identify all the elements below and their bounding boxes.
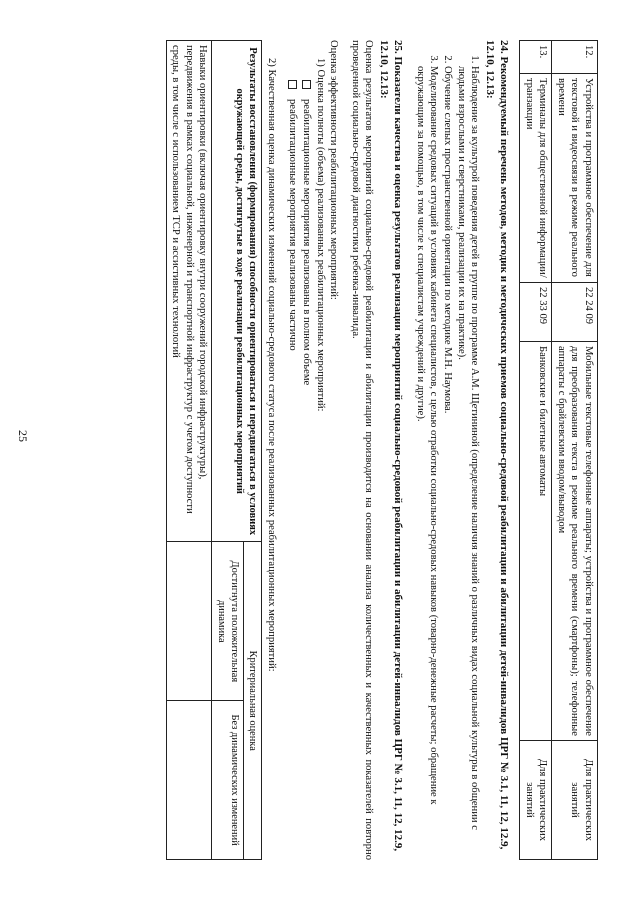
device-description: Банковские и билетные автоматы xyxy=(520,342,552,741)
list-item: 3. Моделирование средовых ситуаций в условиях кабинета специалистов, с целью отработки социально-средовых навыков (товарно-денежные расчеты; обращение к окружающим за помощью, в том числе к специалистам учреждений и другие). xyxy=(413,66,440,860)
rotated-content xyxy=(58,40,598,860)
result-cell-nochange xyxy=(166,701,212,860)
result-cell-achieved xyxy=(166,542,212,701)
devices-table xyxy=(519,40,598,860)
row-number: 12. xyxy=(552,41,598,74)
device-name: Устройства и программное обеспечение для текстовой и видеосвязи в режиме реального времени xyxy=(552,74,598,283)
device-code: 22 24 09 xyxy=(552,283,598,342)
efficiency-title: Оценка эффективности реабилитационных мероприятий: xyxy=(328,40,340,300)
checkbox-full[interactable] xyxy=(302,80,311,89)
page-number: 25 xyxy=(16,430,30,442)
results-header: Результаты восстановления (формирования) способности ориентироваться и передвигаться в условиях окружающей среды, достигнутые в ходе реализации реабилитационных мероприятий xyxy=(212,41,262,542)
device-name: Терминалы для общественной информации/транзакции xyxy=(520,74,552,283)
device-purpose: Для практических занятий xyxy=(520,741,552,860)
device-purpose: Для практических занятий xyxy=(552,741,598,860)
quality-item: 2) Качественная оценка динамических изменений социально-средового статуса после реализованных реабилитационных мероприятий: xyxy=(265,58,277,672)
achieved-header: Достигнута положительная динамика xyxy=(212,542,244,701)
table-header-row xyxy=(244,41,262,860)
list-item: 1. Наблюдение за культурой поведения детей в группе по программе А.М. Щетининой (определение наличия знаний о различных видах социальной культуры в общении с людьми взрослыми и сверстниками, реализации их на практике). xyxy=(454,66,481,860)
completeness-item: 1) Оценка полноты (объема) реализованных реабилитационных мероприятий: xyxy=(314,58,326,412)
section-25-heading: 25. Показатели качества и оценка результатов реализации мероприятий социально-средовой реабилитации и абилитации детей-инвалидов ЦРГ № 3.1, 11, 12, 12.9, 12.10, 12.13: xyxy=(378,40,405,852)
section-25-intro: Оценка результатов мероприятий социально-средовой реабилитации и абилитации производится на основании анализа количественных и качественных показателей повторно проведенной социально-средовой диагностики ребенка-инвалида. xyxy=(349,40,375,860)
checkbox-partial[interactable] xyxy=(288,80,297,89)
device-description: Мобильные текстовые телефонные аппараты; устройства и программное обеспечение для преобразования текста в режиме реального времени (смартфоны); телефонные аппараты с брайлевским вводом/выводом xyxy=(552,342,598,741)
table-row xyxy=(520,41,552,860)
nochange-header: Без динамических изменений xyxy=(212,701,244,860)
section-24-heading: 24. Рекомендуемый перечень методов, методик и методических приемов социально-средовой реабилитации и абилитации детей-инвалидов ЦРГ № 3.1, 11, 12, 12.9, 12.10, 12.13: xyxy=(484,40,511,850)
criteria-header: Критериальная оценка xyxy=(244,542,262,860)
checkbox-label: реабилитационные мероприятия реализованы частично xyxy=(287,99,299,351)
list-item: 2. Обучение слепых пространственной ориентации по методике М.Н. Наумова. xyxy=(440,66,454,860)
checkbox-row xyxy=(299,40,313,860)
table-row xyxy=(552,41,598,860)
device-code: 22 33 09 xyxy=(520,283,552,342)
checkbox-row xyxy=(286,40,300,860)
result-row-label: Навыки ориентировки (включая ориентировку внутри сооружений городской инфраструктуры), передвижения в рамках социальной, инженерной и транспортной инфраструктур с учетом доступности среды, в том числе с использованием ТСР и ассистивных технологий xyxy=(166,41,212,542)
methods-list xyxy=(413,40,481,860)
checkbox-label: реабилитационные мероприятия реализованы в полном объеме xyxy=(301,99,313,386)
table-row xyxy=(166,41,212,860)
row-number: 13. xyxy=(520,41,552,74)
results-table xyxy=(166,40,263,860)
